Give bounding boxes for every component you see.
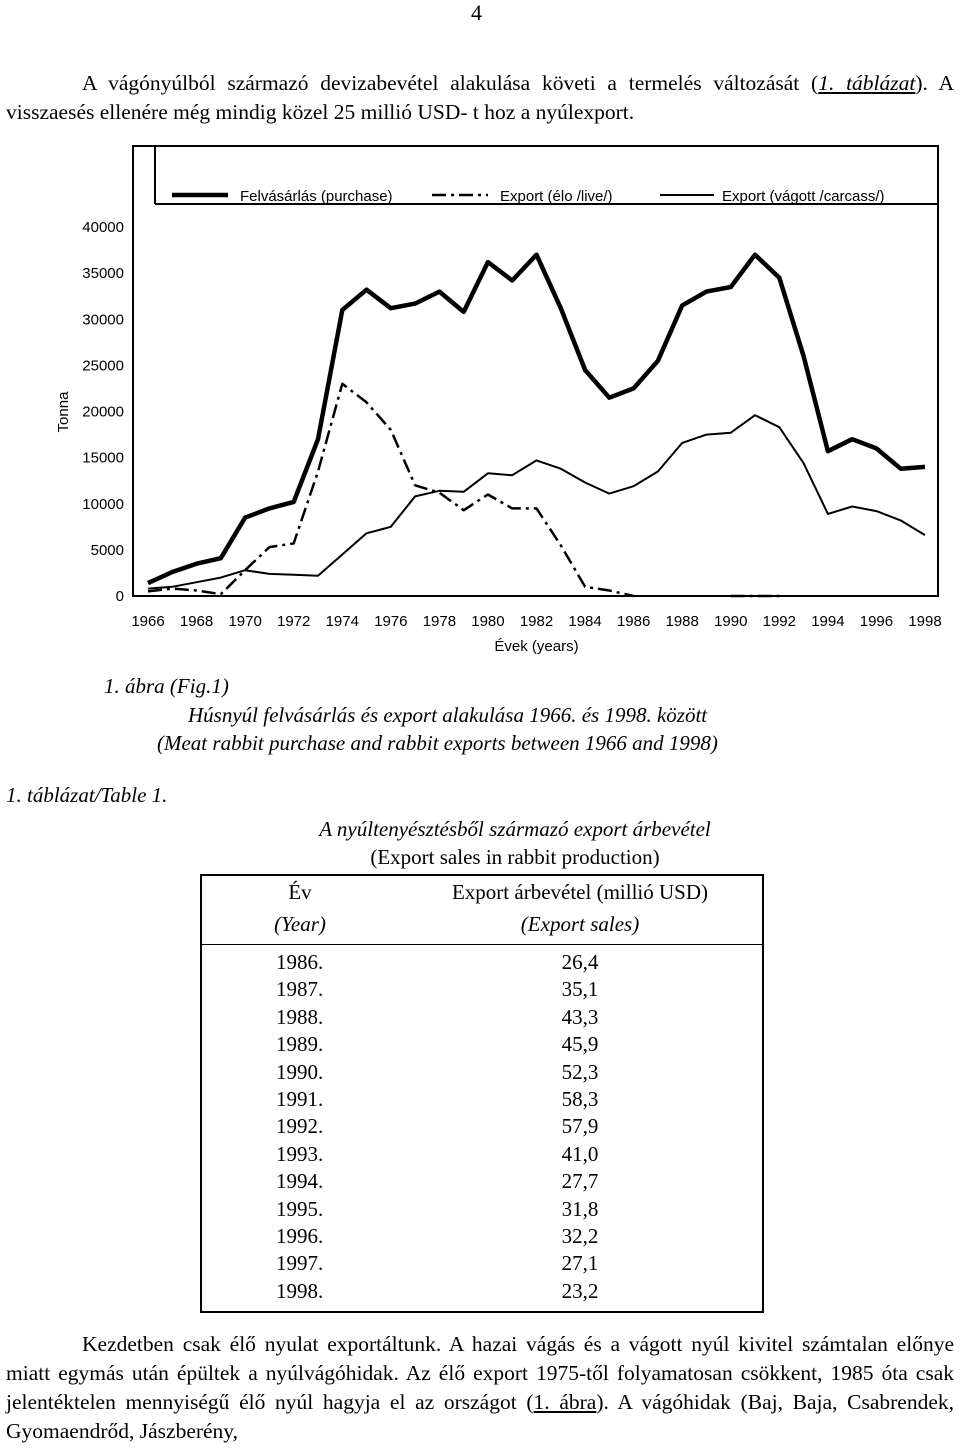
- x-tick-label: 1978: [422, 613, 457, 630]
- sales-value-cell: 57,9: [561, 1114, 599, 1139]
- sales-value-cell: 32,2: [561, 1224, 599, 1249]
- sales-value-cell: 52,3: [561, 1059, 599, 1084]
- y-tick-label: 25000: [82, 357, 124, 375]
- x-tick-label: 1972: [277, 613, 311, 630]
- year-cell: 1992.: [276, 1114, 324, 1139]
- closing-text-end: ). A vágóhidak (Baj, Baja, Csabrendek, Gyomaendrőd, Jászberény,: [6, 1390, 954, 1443]
- table-reference-link[interactable]: 1. táblázat: [818, 71, 916, 95]
- y-tick-label: 30000: [82, 311, 124, 329]
- sales-value-cell: 31,8: [561, 1196, 599, 1221]
- table-row: [201, 1250, 763, 1277]
- page-number: 4: [471, 0, 482, 25]
- x-tick-label: 1996: [859, 613, 894, 630]
- x-tick-label: 1976: [374, 613, 408, 630]
- y-tick-label: 0: [115, 588, 124, 605]
- x-tick-label: 1968: [179, 613, 214, 630]
- table-row: [201, 1278, 763, 1312]
- sales-value-cell: 45,9: [561, 1032, 599, 1057]
- year-cell: 1991.: [276, 1087, 324, 1112]
- legend-label-3: Export (vágott /carcass/): [722, 188, 885, 205]
- sales-value-cell: 27,7: [561, 1169, 599, 1194]
- intro-text-end: ). A visszaesés ellenére még mindig közel 25 millió USD- t hoz a nyúlexport.: [6, 71, 955, 124]
- table-body: [201, 945, 763, 1313]
- year-cell: 1987.: [276, 977, 324, 1002]
- legend-label-1: Felvásárlás (purchase): [240, 188, 393, 205]
- x-tick-label: 1966: [131, 613, 165, 630]
- year-cell: 1993.: [276, 1141, 324, 1166]
- figure-caption-en: (Meat rabbit purchase and rabbit exports between 1966 and 1998): [157, 731, 718, 755]
- year-cell: 1990.: [276, 1059, 324, 1084]
- export-sales-table: [200, 874, 764, 1313]
- year-cell: 1988.: [276, 1004, 324, 1029]
- year-cell: 1995.: [276, 1196, 324, 1221]
- sales-value-cell: 58,3: [561, 1087, 599, 1112]
- year-cell: 1986.: [276, 950, 324, 974]
- year-cell: 1996.: [276, 1224, 324, 1249]
- legend-label-2: Export (élo /live/): [500, 188, 613, 205]
- table-row: [201, 1086, 763, 1113]
- series-line-2: [148, 384, 634, 596]
- table-row: [201, 1059, 763, 1086]
- sales-value-cell: 27,1: [561, 1251, 599, 1276]
- series-line-3: [148, 415, 925, 588]
- figure-caption-hu: Húsnyúl felvásárlás és export alakulása 1966. és 1998. között: [188, 703, 708, 727]
- line-chart: [0, 140, 960, 660]
- year-header: Év: [288, 880, 312, 904]
- x-axis-label: Évek (years): [494, 638, 579, 655]
- sales-value-cell: 41,0: [561, 1141, 599, 1166]
- x-tick-label: 1982: [519, 613, 554, 630]
- x-tick-label: 1970: [228, 613, 262, 630]
- table-row: [201, 1168, 763, 1195]
- figure-label: 1. ábra (Fig.1): [104, 674, 229, 698]
- x-tick-label: 1984: [568, 613, 602, 630]
- table-row: [201, 1196, 763, 1223]
- x-tick-label: 1998: [908, 613, 942, 630]
- table-row: [201, 1113, 763, 1140]
- chart-svg: [0, 140, 960, 660]
- table-row: [201, 1004, 763, 1031]
- x-tick-label: 1974: [325, 613, 359, 630]
- sales-value-cell: 23,2: [561, 1278, 599, 1303]
- year-header-en: (Year): [201, 908, 398, 945]
- x-tick-label: 1994: [811, 613, 845, 630]
- sales-value-cell: 26,4: [561, 950, 599, 974]
- x-tick-label: 1988: [665, 613, 699, 630]
- sales-value-cell: 35,1: [561, 977, 599, 1002]
- figure-reference-link[interactable]: 1. ábra: [533, 1390, 597, 1414]
- x-tick-label: 1980: [471, 613, 505, 630]
- y-tick-label: 10000: [82, 495, 124, 513]
- table-row: [201, 1031, 763, 1058]
- series-line-1: [148, 255, 925, 583]
- table-row: [201, 976, 763, 1003]
- y-tick-label: 35000: [82, 265, 124, 283]
- year-cell: 1994.: [276, 1169, 324, 1194]
- intro-paragraph: [6, 69, 954, 127]
- sales-header: Export árbevétel (millió USD): [451, 880, 709, 904]
- y-axis-label: Tonna: [55, 391, 72, 433]
- x-tick-label: 1986: [616, 613, 651, 630]
- table-title-en: (Export sales in rabbit production): [370, 845, 660, 869]
- year-cell: 1997.: [276, 1251, 324, 1276]
- year-cell: 1989.: [276, 1032, 324, 1057]
- x-tick-label: 1992: [762, 613, 796, 630]
- y-tick-label: 40000: [82, 219, 124, 236]
- table-label: 1. táblázat/Table 1.: [6, 783, 168, 807]
- table-title-hu: A nyúltenyésztésből származó export árbevétel: [319, 817, 711, 841]
- y-tick-label: 5000: [90, 541, 124, 559]
- x-tick-label: 1990: [714, 613, 748, 630]
- table-row: [201, 1141, 763, 1168]
- closing-text-start: Kezdetben csak élő nyulat exportáltunk. A hazai vágás és a vágott nyúl kivitel számtalan előnye miatt egymás után épültek a nyúlvágóhidak. Az élő export 1975-től folyamatosan csökkent, 1985 óta csak jelentéktelen mennyiségű élő nyúl hagyja el az országot (: [6, 1332, 954, 1414]
- sales-value-cell: 43,3: [561, 1004, 599, 1029]
- table-row: [201, 1223, 763, 1250]
- y-tick-label: 15000: [82, 449, 124, 467]
- plot-frame: [133, 146, 938, 596]
- intro-text-start: A vágónyúlból származó devizabevétel alakulása követi a termelés változását (: [82, 71, 819, 95]
- sales-header-en: (Export sales): [398, 908, 763, 945]
- closing-paragraph: [6, 1330, 954, 1446]
- table-row: [201, 945, 763, 977]
- y-tick-label: 20000: [82, 403, 124, 421]
- year-cell: 1998.: [276, 1278, 324, 1303]
